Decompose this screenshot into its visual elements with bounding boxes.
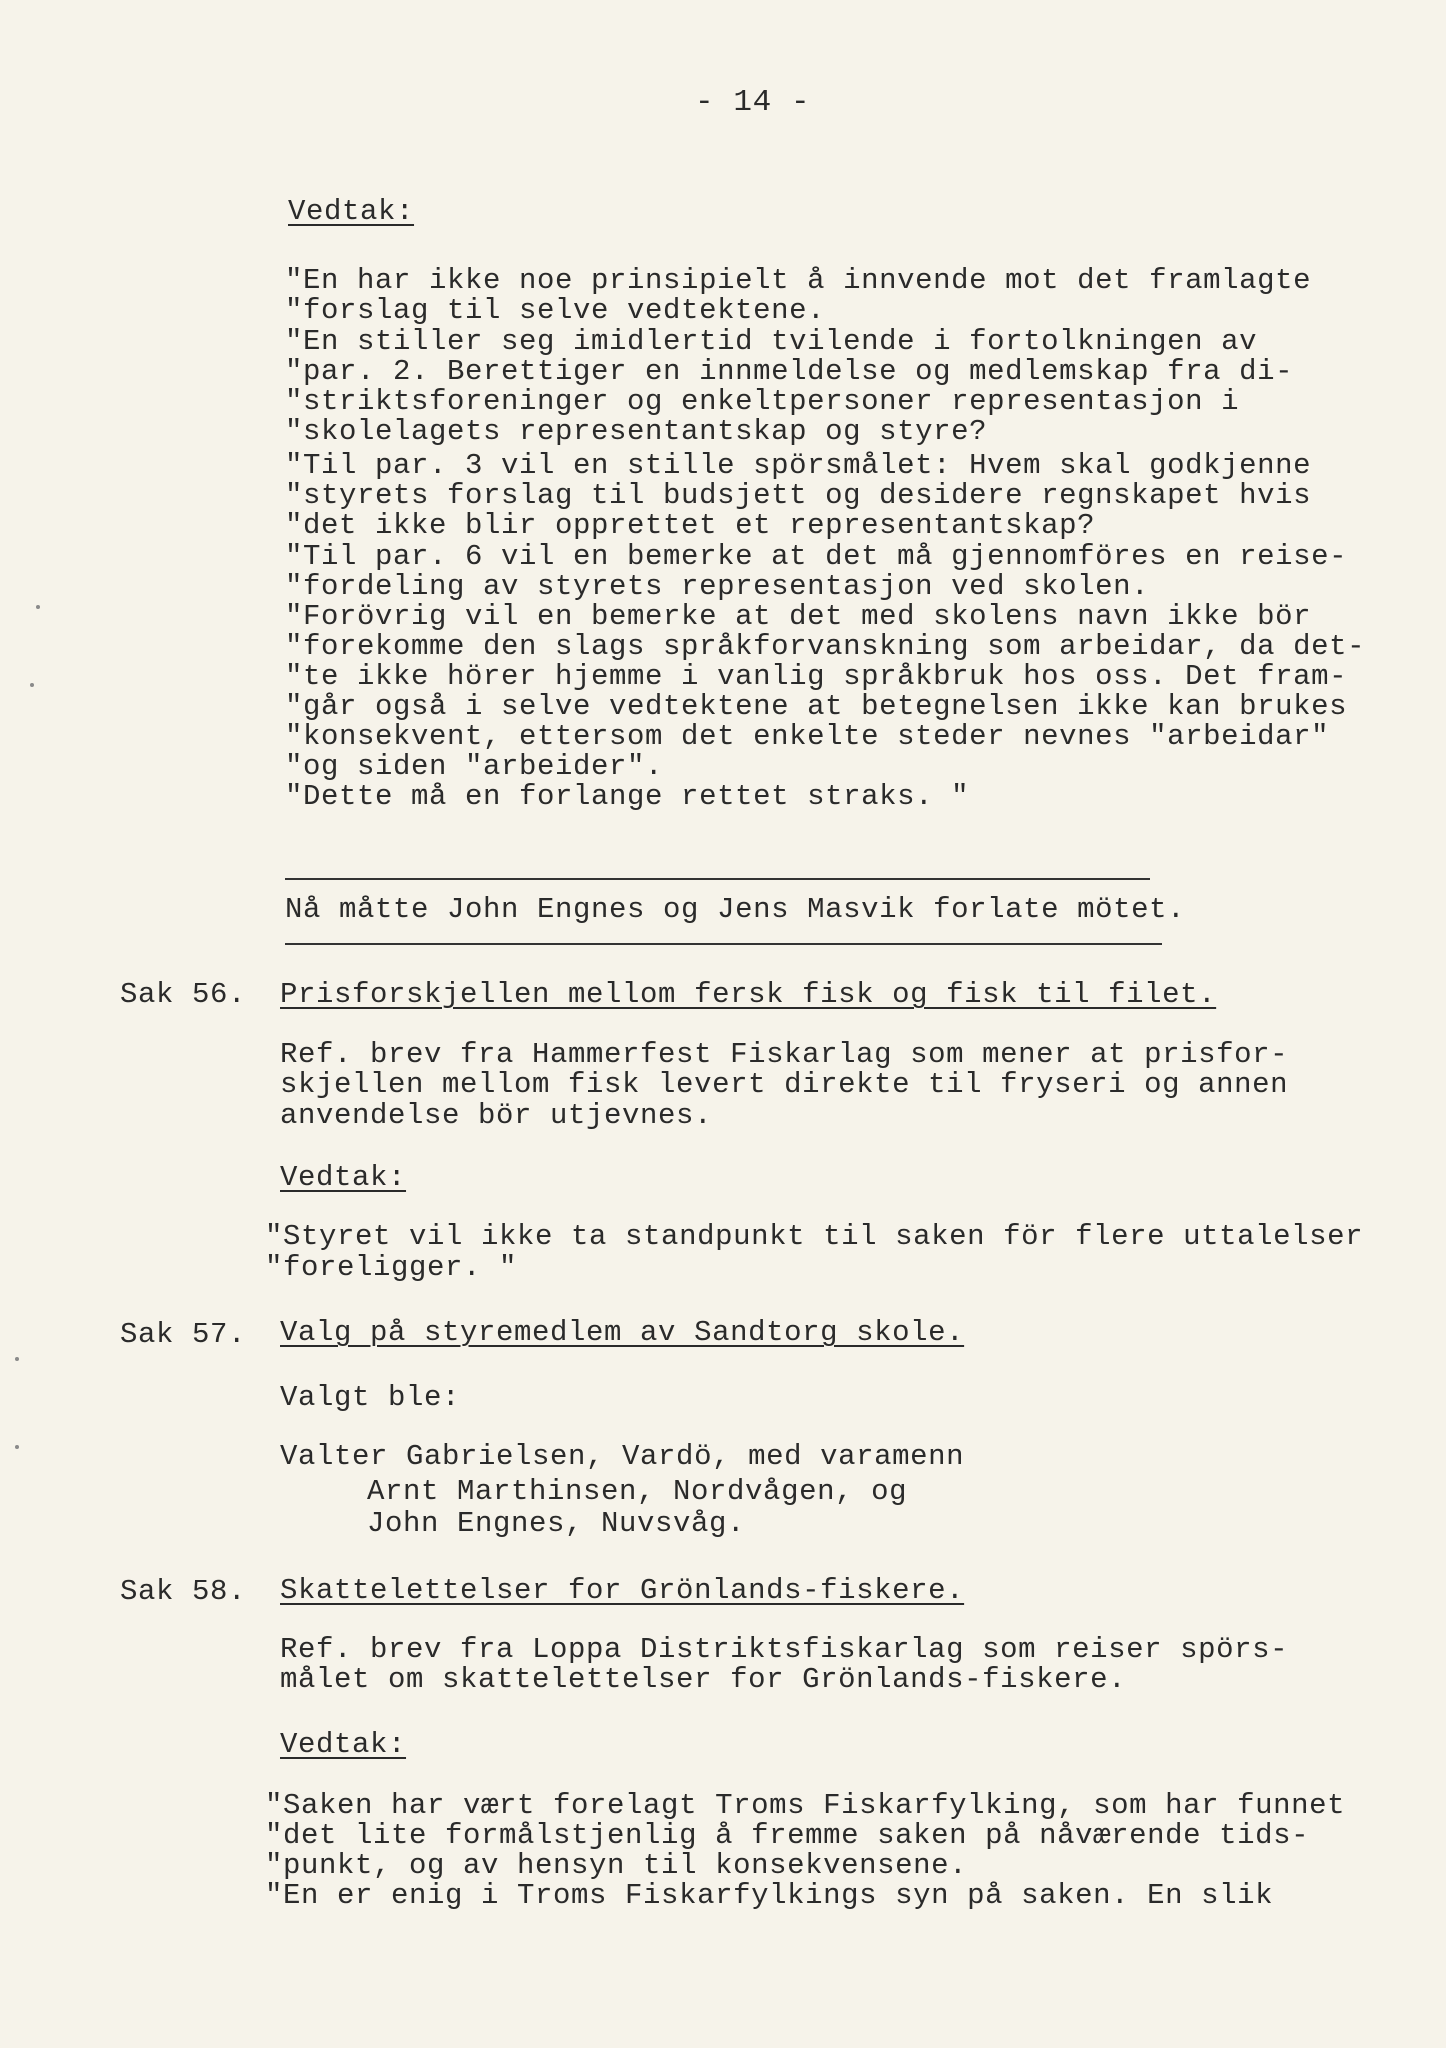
sak-57-deputy: John Engnes, Nuvsvåg. — [367, 1507, 746, 1540]
vedtak-1-line: "En har ikke noe prinsipielt å innvende mot det framlagte — [285, 264, 1312, 297]
vedtak-1-line: "styrets forslag til budsjett og desidere regnskapet hvis — [285, 479, 1312, 512]
margin-speck — [30, 683, 34, 687]
sak-58-vedtak-line: "punkt, og av hensyn til konsekvensene. — [265, 1849, 968, 1882]
vedtak-1-line: "par. 2. Berettiger en innmeldelse og medlemskap fra di- — [285, 355, 1294, 388]
vedtak-1-line: "Til par. 6 vil en bemerke at det må gjennomföres en reise- — [285, 540, 1348, 573]
vedtak-1-line: "Til par. 3 vil en stille spörsmålet: Hvem skal godkjenne — [285, 449, 1312, 482]
sak-58-number: Sak 58. — [120, 1575, 247, 1608]
vedtak-1-line: "det ikke blir opprettet et representantskap? — [285, 509, 1096, 542]
margin-speck — [15, 1357, 19, 1361]
sak-57-elected-line: Valter Gabrielsen, Vardö, med varamenn — [280, 1440, 965, 1473]
sak-56-ref-line: Ref. brev fra Hammerfest Fiskarlag som mener at prisfor- — [280, 1038, 1289, 1071]
margin-speck — [15, 1445, 19, 1449]
vedtak-1-line: "forekomme den slags språkforvanskning som arbeidar, da det- — [285, 630, 1366, 663]
sak-56-vedtak-line: "Styret vil ikke ta standpunkt til saken för flere uttalelser — [265, 1220, 1364, 1253]
sak-57-number: Sak 57. — [120, 1318, 247, 1351]
sak-58-ref-line: Ref. brev fra Loppa Distriktsfiskarlag som reiser spörs- — [280, 1633, 1289, 1666]
page-number: - 14 - — [695, 85, 811, 120]
notice-text: Nå måtte John Engnes og Jens Masvik forlate mötet. — [285, 893, 1186, 926]
vedtak-1-line: "og siden "arbeider". — [285, 750, 664, 783]
vedtak-1-line: "striktsforeninger og enkeltpersoner representasjon i — [285, 385, 1240, 418]
vedtak-1-line: "Forövrig vil en bemerke at det med skolens navn ikke bör — [285, 600, 1312, 633]
margin-speck — [36, 605, 40, 609]
divider-bottom — [285, 943, 1162, 945]
sak-57-title: Valg på styremedlem av Sandtorg skole. — [280, 1316, 965, 1349]
vedtak-1-line: "fordeling av styrets representasjon ved skolen. — [285, 570, 1150, 603]
sak-58-ref-line: målet om skattelettelser for Grönlands-fiskere. — [280, 1663, 1127, 1696]
sak-58-vedtak-line: "Saken har vært forelagt Troms Fiskarfylking, som har funnet — [265, 1789, 1346, 1822]
vedtak-1-line: "skolelagets representantskap og styre? — [285, 415, 988, 448]
vedtak-1-line: "går også i selve vedtektene at betegnelsen ikke kan brukes — [285, 690, 1348, 723]
vedtak-1-line: "forslag til selve vedtektene. — [285, 294, 826, 327]
sak-57-elected-label: Valgt ble: — [280, 1381, 461, 1414]
divider-top — [285, 878, 1150, 880]
vedtak-1-line: "te ikke hörer hjemme i vanlig språkbruk hos oss. Det fram- — [285, 660, 1348, 693]
sak-56-vedtak-line: "foreligger. " — [265, 1251, 518, 1284]
vedtak-1-line: "konsekvent, ettersom det enkelte steder nevnes "arbeidar" — [285, 720, 1330, 753]
sak-56-vedtak-heading: Vedtak: — [280, 1161, 407, 1194]
sak-58-vedtak-line: "En er enig i Troms Fiskarfylkings syn på saken. En slik — [265, 1879, 1274, 1912]
vedtak-1-line: "En stiller seg imidlertid tvilende i fortolkningen av — [285, 325, 1258, 358]
sak-58-vedtak-heading: Vedtak: — [280, 1728, 407, 1761]
sak-58-title: Skattelettelser for Grönlands-fiskere. — [280, 1574, 965, 1607]
vedtak-1-line: "Dette må en forlange rettet straks. " — [285, 780, 970, 813]
sak-56-number: Sak 56. — [120, 978, 247, 1011]
sak-58-vedtak-line: "det lite formålstjenlig å fremme saken på nåværende tids- — [265, 1819, 1310, 1852]
vedtak-heading-1: Vedtak: — [288, 195, 415, 228]
sak-56-ref-line: anvendelse bör utjevnes. — [280, 1099, 713, 1132]
sak-57-deputy: Arnt Marthinsen, Nordvågen, og — [367, 1475, 908, 1508]
sak-56-title: Prisforskjellen mellom fersk fisk og fisk til filet. — [280, 978, 1217, 1011]
sak-56-ref-line: skjellen mellom fisk levert direkte til fryseri og annen — [280, 1068, 1289, 1101]
